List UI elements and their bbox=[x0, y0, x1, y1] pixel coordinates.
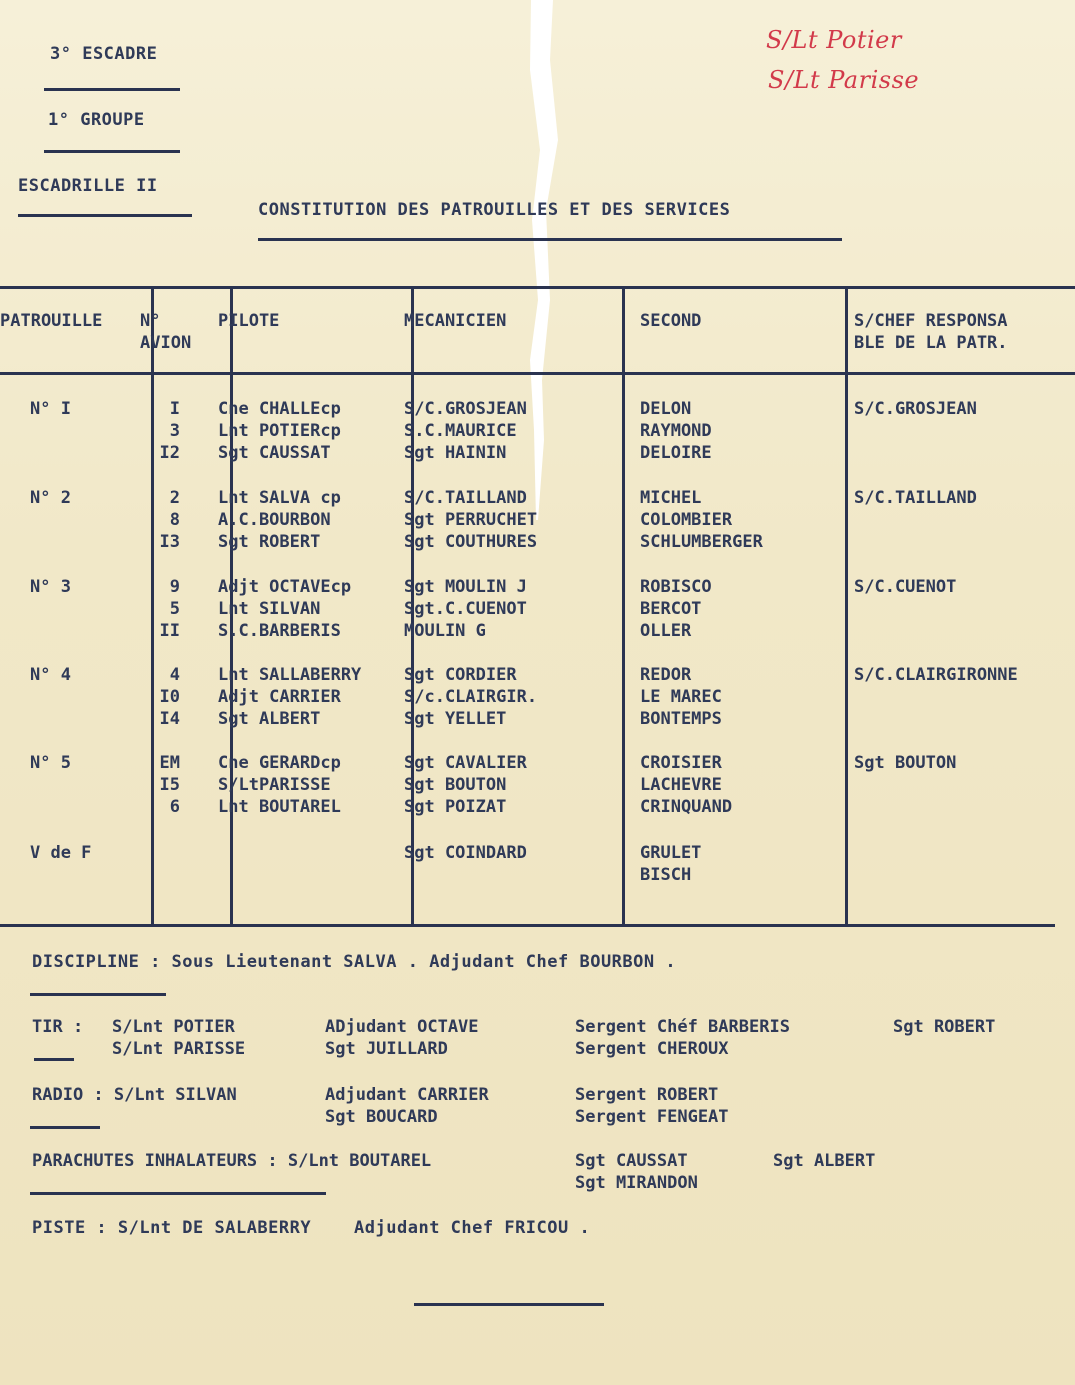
handwritten-note-1: S/Lt Potier bbox=[766, 26, 902, 54]
pilots: Lnt SALLABERRY Adjt CARRIER Sgt ALBERT bbox=[218, 665, 362, 729]
patrol-number: N° 5 bbox=[30, 753, 71, 773]
service-tir-col1: S/Lnt POTIER S/Lnt PARISSE bbox=[112, 1017, 246, 1059]
column-divider bbox=[845, 286, 848, 924]
pilots: Lnt SALVA cp A.C.BOURBON Sgt ROBERT bbox=[218, 488, 341, 552]
patrol-number: N° I bbox=[30, 399, 71, 419]
service-radio-label: RADIO : S/Lnt SILVAN bbox=[32, 1085, 237, 1105]
service-tir-col4: Sgt ROBERT bbox=[893, 1017, 996, 1037]
squadron-label: 3° ESCADRE bbox=[50, 44, 158, 64]
aircraft-numbers: 4 I0 I4 bbox=[159, 665, 180, 729]
service-radio-col2: Adjudant CARRIER Sgt BOUCARD bbox=[325, 1085, 489, 1127]
seconds: CROISIER LACHEVRE CRINQUAND bbox=[640, 753, 733, 817]
seconds: GRULET BISCH bbox=[640, 843, 702, 885]
mechanics: Sgt CORDIER S/c.CLAIRGIR. Sgt YELLET bbox=[404, 665, 538, 729]
aircraft-numbers: 2 8 I3 bbox=[159, 488, 180, 552]
title-underline bbox=[258, 238, 842, 241]
patrol-number: N° 3 bbox=[30, 577, 71, 597]
service-discipline: DISCIPLINE : Sous Lieutenant SALVA . Adjudant Chef BOURBON . bbox=[32, 952, 677, 972]
divider bbox=[44, 150, 180, 153]
column-header-mecanicien: MECANICIEN bbox=[404, 311, 507, 331]
pilots: Cne CHALLEcp Lnt POTIERcp Sgt CAUSSAT bbox=[218, 399, 341, 463]
service-tir-label: TIR : bbox=[32, 1017, 84, 1037]
mechanics: S/C.GROSJEAN S.C.MAURICE Sgt HAININ bbox=[404, 399, 527, 463]
seconds: ROBISCO BERCOT OLLER bbox=[640, 577, 712, 641]
divider bbox=[44, 88, 180, 91]
service-piste: PISTE : S/Lnt DE SALABERRY Adjudant Chef FRICOU . bbox=[32, 1218, 591, 1238]
patrol-number: N° 2 bbox=[30, 488, 71, 508]
service-parachutes-col3: Sgt CAUSSAT Sgt MIRANDON bbox=[575, 1151, 698, 1193]
divider bbox=[30, 1126, 100, 1129]
closing-rule bbox=[414, 1303, 604, 1306]
column-header-pilote: PILOTE bbox=[218, 311, 280, 331]
service-tir-col2: ADjudant OCTAVE Sgt JUILLARD bbox=[325, 1017, 479, 1059]
group-label: 1° GROUPE bbox=[48, 110, 145, 130]
seconds: DELON RAYMOND DELOIRE bbox=[640, 399, 712, 463]
table-bottom-rule bbox=[0, 924, 1055, 927]
service-parachutes-col4: Sgt ALBERT bbox=[773, 1151, 876, 1171]
column-header-schef: S/CHEF RESPONSA BLE DE LA PATR. bbox=[854, 311, 1008, 353]
mechanics: Sgt MOULIN J Sgt.C.CUENOT MOULIN G bbox=[404, 577, 527, 641]
patrol-number: N° 4 bbox=[30, 665, 71, 685]
mechanics: Sgt COINDARD bbox=[404, 843, 527, 863]
service-tir-col3: Sergent Chéf BARBERIS Sergent CHEROUX bbox=[575, 1017, 790, 1059]
escadrille-label: ESCADRILLE II bbox=[18, 176, 158, 196]
mechanics: S/C.TAILLAND Sgt PERRUCHET Sgt COUTHURES bbox=[404, 488, 538, 552]
patrol-chief: S/C.CLAIRGIRONNE bbox=[854, 665, 1018, 685]
paper-tear-graphic bbox=[528, 0, 558, 520]
patrol-chief: S/C.GROSJEAN bbox=[854, 399, 977, 419]
page-title: CONSTITUTION DES PATROUILLES ET DES SERVICES bbox=[258, 200, 731, 220]
column-divider bbox=[622, 286, 625, 924]
aircraft-numbers: 9 5 II bbox=[159, 577, 180, 641]
divider bbox=[34, 1058, 74, 1061]
pilots: Adjt OCTAVEcp Lnt SILVAN S.C.BARBERIS bbox=[218, 577, 352, 641]
patrol-chief: S/C.CUENOT bbox=[854, 577, 957, 597]
divider bbox=[18, 214, 192, 217]
patrol-chief: S/C.TAILLAND bbox=[854, 488, 977, 508]
service-parachutes-label: PARACHUTES INHALATEURS : S/Lnt BOUTAREL bbox=[32, 1151, 432, 1171]
divider bbox=[30, 1192, 326, 1195]
service-radio-col3: Sergent ROBERT Sergent FENGEAT bbox=[575, 1085, 729, 1127]
seconds: REDOR LE MAREC BONTEMPS bbox=[640, 665, 722, 729]
table-header-rule bbox=[0, 372, 1075, 375]
seconds: MICHEL COLOMBIER SCHLUMBERGER bbox=[640, 488, 763, 552]
column-divider bbox=[151, 286, 154, 924]
aircraft-numbers: EM I5 6 bbox=[159, 753, 180, 817]
table-top-rule bbox=[0, 286, 1075, 289]
divider bbox=[30, 993, 166, 996]
pilots: Cne GERARDcp S/LtPARISSE Lnt BOUTAREL bbox=[218, 753, 341, 817]
column-header-patrouille: PATROUILLE bbox=[0, 311, 103, 331]
patrol-number: V de F bbox=[30, 843, 92, 863]
column-header-second: SECOND bbox=[640, 311, 702, 331]
aircraft-numbers: I 3 I2 bbox=[159, 399, 180, 463]
patrol-chief: Sgt BOUTON bbox=[854, 753, 957, 773]
handwritten-note-2: S/Lt Parisse bbox=[768, 66, 920, 94]
column-header-avion: N° AVION bbox=[140, 311, 192, 353]
mechanics: Sgt CAVALIER Sgt BOUTON Sgt POIZAT bbox=[404, 753, 527, 817]
